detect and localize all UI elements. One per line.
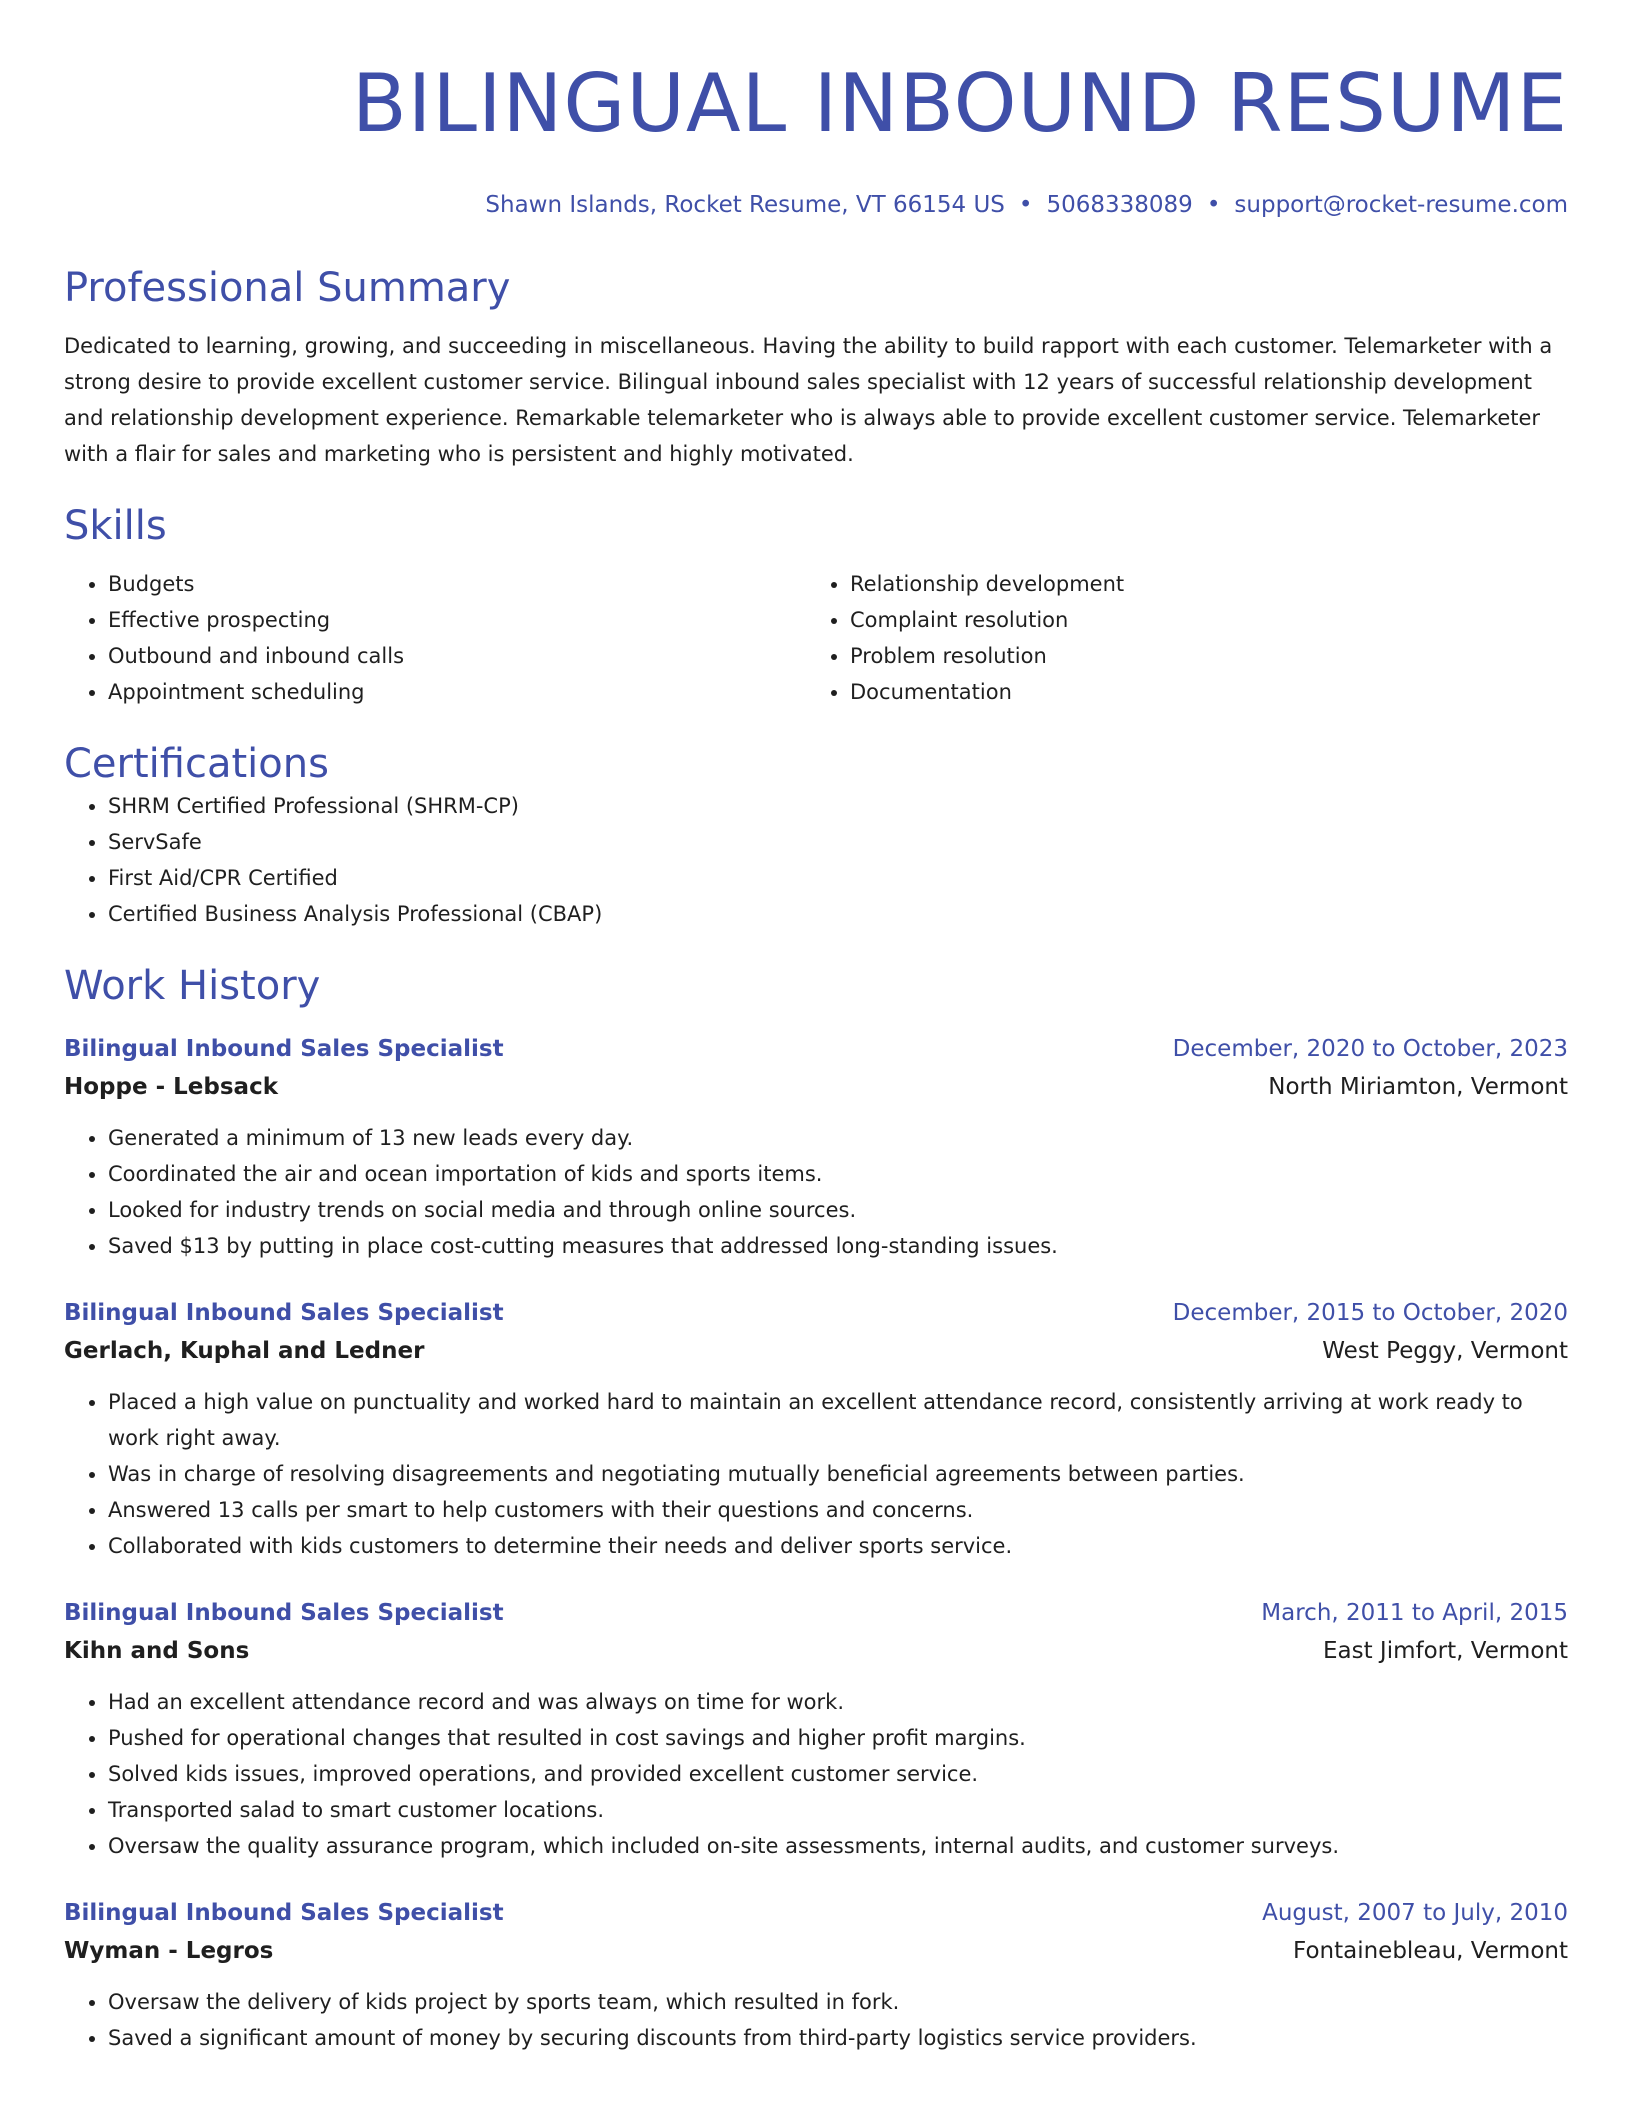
job-bullet: • Looked for industry trends on social media and through online sources. xyxy=(108,1192,1568,1228)
job-title: Bilingual Inbound Sales Specialist xyxy=(64,1600,504,1626)
skill-item: • Complaint resolution xyxy=(850,602,1548,638)
contact-address: Shawn Islands, Rocket Resume, VT 66154 US xyxy=(485,192,1005,218)
job-bullet: • Saved $13 by putting in place cost-cutting measures that addressed long-standing issues. xyxy=(108,1228,1568,1264)
job-bullets xyxy=(64,1120,1568,1264)
job-location: East Jimfort, Vermont xyxy=(1322,1638,1568,1664)
skills-grid xyxy=(64,566,1568,710)
job-location: Fontainebleau, Vermont xyxy=(1293,1938,1568,1964)
job-company-row xyxy=(64,1632,1568,1670)
job-company: Wyman - Legros xyxy=(64,1938,274,1964)
skills-column-left xyxy=(64,566,806,710)
contact-phone: 5068338089 xyxy=(1046,192,1193,218)
job-company: Hoppe - Lebsack xyxy=(64,1074,278,1100)
job-company: Gerlach, Kuphal and Ledner xyxy=(64,1338,425,1364)
job-entry xyxy=(64,1894,1568,2056)
resume-name: BILINGUAL INBOUND RESUME xyxy=(351,57,1568,150)
certifications-heading: Certifications xyxy=(64,741,329,787)
job-dates: December, 2020 to October, 2023 xyxy=(1172,1036,1568,1062)
job-title: Bilingual Inbound Sales Specialist xyxy=(64,1300,504,1326)
job-header-row xyxy=(64,1594,1568,1632)
job-location: West Peggy, Vermont xyxy=(1322,1338,1568,1364)
job-entry xyxy=(64,1594,1568,1864)
job-location: North Miriamton, Vermont xyxy=(1268,1074,1568,1100)
skill-item: • Problem resolution xyxy=(850,638,1548,674)
job-bullet: • Pushed for operational changes that resulted in cost savings and higher profit margins. xyxy=(108,1720,1568,1756)
skill-item: • Relationship development xyxy=(850,566,1548,602)
summary-text: Dedicated to learning, growing, and succeeding in miscellaneous. Having the ability to build rapport with each customer. Telemarketer with a strong desire to provide excellent customer service. Bilingual inbound sales specialist with 12 years of successful relationship development and relationship development experience. Remarkable telemarketer who is always able to provide excellent customer service. Telemarketer with a flair for sales and marketing who is persistent and highly motivated. xyxy=(64,334,1553,466)
summary-heading: Professional Summary xyxy=(64,265,511,311)
job-bullet: • Oversaw the delivery of kids project by sports team, which resulted in fork. xyxy=(108,1984,1568,2020)
job-bullet: • Coordinated the air and ocean importation of kids and sports items. xyxy=(108,1156,1568,1192)
job-bullet: • Placed a high value on punctuality and worked hard to maintain an excellent attendance record, consistently arriving at work ready to work right away. xyxy=(108,1384,1568,1456)
job-title: Bilingual Inbound Sales Specialist xyxy=(64,1036,504,1062)
job-bullet: • Collaborated with kids customers to determine their needs and deliver sports service. xyxy=(108,1528,1568,1564)
certification-item: • SHRM Certified Professional (SHRM-CP) xyxy=(108,788,1568,824)
certification-item: • First Aid/CPR Certified xyxy=(108,860,1568,896)
job-bullet: • Was in charge of resolving disagreements and negotiating mutually beneficial agreements between parties. xyxy=(108,1456,1568,1492)
contact-line xyxy=(64,190,1568,220)
job-bullet: • Solved kids issues, improved operations, and provided excellent customer service. xyxy=(108,1756,1568,1792)
job-bullet: • Transported salad to smart customer locations. xyxy=(108,1792,1568,1828)
skills-heading: Skills xyxy=(64,503,167,549)
skill-item: • Outbound and inbound calls xyxy=(108,638,806,674)
job-company-row xyxy=(64,1932,1568,1970)
certifications-list xyxy=(64,788,1568,932)
job-dates: August, 2007 to July, 2010 xyxy=(1262,1900,1568,1926)
skill-item: • Appointment scheduling xyxy=(108,674,806,710)
job-dates: March, 2011 to April, 2015 xyxy=(1261,1600,1568,1626)
job-company-row xyxy=(64,1332,1568,1370)
job-dates: December, 2015 to October, 2020 xyxy=(1172,1300,1568,1326)
contact-email: support@rocket-resume.com xyxy=(1234,192,1568,218)
job-entry xyxy=(64,1294,1568,1564)
certification-item: • ServSafe xyxy=(108,824,1568,860)
resume-page xyxy=(64,0,1568,2056)
contact-separator: • xyxy=(1206,192,1221,218)
job-bullet: • Oversaw the quality assurance program, which included on-site assessments, internal audits, and customer surveys. xyxy=(108,1828,1568,1864)
contact-separator: • xyxy=(1018,192,1033,218)
job-bullets xyxy=(64,1684,1568,1864)
skill-item: • Budgets xyxy=(108,566,806,602)
job-bullets xyxy=(64,1384,1568,1564)
job-company-row xyxy=(64,1068,1568,1106)
job-bullet: • Generated a minimum of 13 new leads every day. xyxy=(108,1120,1568,1156)
job-entry xyxy=(64,1030,1568,1264)
job-bullet: • Had an excellent attendance record and was always on time for work. xyxy=(108,1684,1568,1720)
job-company: Kihn and Sons xyxy=(64,1638,250,1664)
job-bullet: • Saved a significant amount of money by securing discounts from third-party logistics service providers. xyxy=(108,2020,1568,2056)
skills-list-left xyxy=(64,566,806,710)
job-title: Bilingual Inbound Sales Specialist xyxy=(64,1900,504,1926)
job-header-row xyxy=(64,1294,1568,1332)
skill-item: • Documentation xyxy=(850,674,1548,710)
skills-column-right xyxy=(806,566,1548,710)
job-header-row xyxy=(64,1894,1568,1932)
job-header-row xyxy=(64,1030,1568,1068)
skills-list-right xyxy=(806,566,1548,710)
work-history-heading: Work History xyxy=(64,963,321,1009)
job-bullet: • Answered 13 calls per smart to help customers with their questions and concerns. xyxy=(108,1492,1568,1528)
certification-item: • Certified Business Analysis Professional (CBAP) xyxy=(108,896,1568,932)
skill-item: • Effective prospecting xyxy=(108,602,806,638)
job-bullets xyxy=(64,1984,1568,2056)
